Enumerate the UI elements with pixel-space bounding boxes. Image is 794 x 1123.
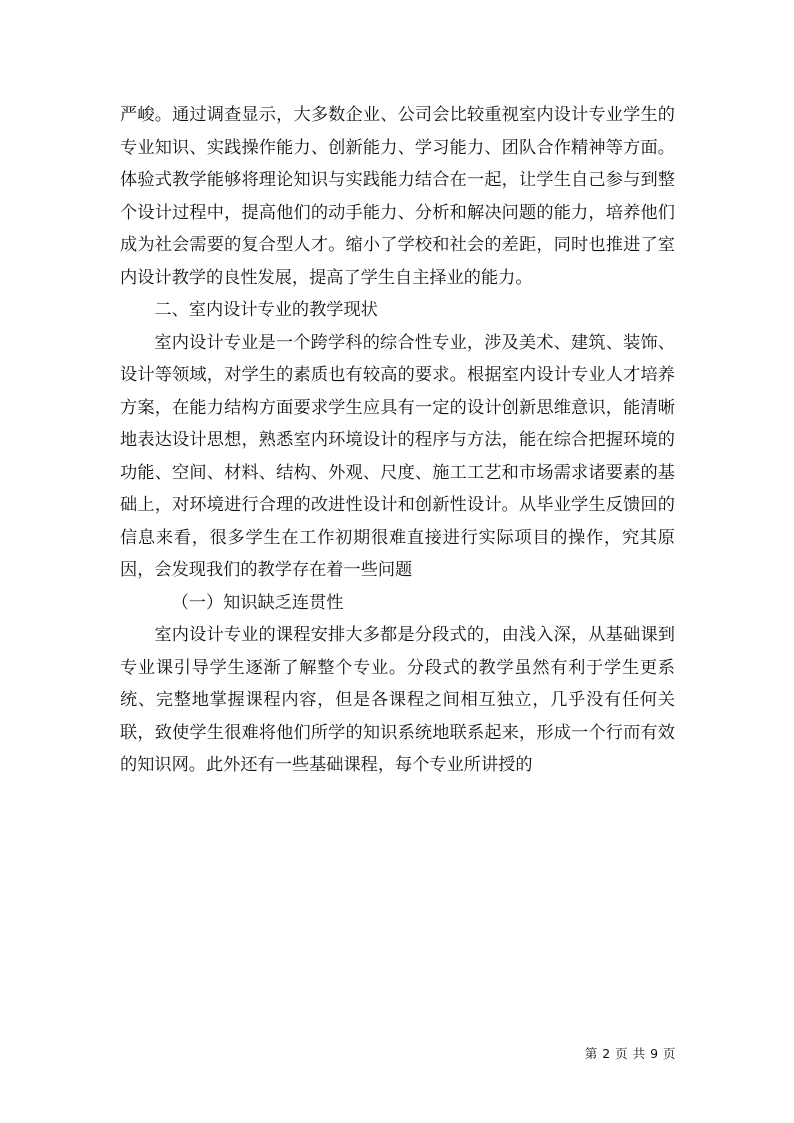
paragraph-teaching-status: 室内设计专业是一个跨学科的综合性专业，涉及美术、建筑、装饰、设计等领域，对学生的素质也有较高的要求。根据室内设计专业人才培养方案，在能力结构方面要求学生应具有一定的设计创新思维意识，能清晰地表达设计思想，熟悉室内环境设计的程序与方法，能在综合把握环境的功能、空间、材料、结构、外观、尺度、施工工艺和市场需求诸要素的基础上，对环境进行合理的改进性设计和创新性设计。从毕业学生反馈回的信息来看，很多学生在工作初期很难直接进行实际项目的操作，究其原因，会发现我们的教学存在着一些问题	[120, 332, 675, 580]
paragraph-continuation: 严峻。通过调查显示，大多数企业、公司会比较重视室内设计专业学生的专业知识、实践操作能力、创新能力、学习能力、团队合作精神等方面。体验式教学能够将理论知识与实践能力结合在一起，让学生自己参与到整个设计过程中，提高他们的动手能力、分析和解决问题的能力，培养他们成为社会需要的复合型人才。缩小了学校和社会的差距，同时也推进了室内设计教学的良性发展，提高了学生自主择业的能力。	[120, 105, 675, 288]
subsection-heading: （一）知识缺乏连贯性	[171, 592, 344, 613]
section-heading: 二、室内设计专业的教学现状	[154, 300, 378, 320]
document-body	[120, 99, 675, 782]
paragraph-course-arrangement: 室内设计专业的课程安排大多都是分段式的，由浅入深，从基础课到专业课引导学生逐渐了解整个专业。分段式的教学虽然有利于学生更系统、完整地掌握课程内容，但是各课程之间相互独立，几乎没有任何关联，致使学生很难将他们所学的知识系统地联系起来，形成一个行而有效的知识网。此外还有一些基础课程，每个专业所讲授的	[120, 625, 675, 775]
page-number: 第 2 页 共 9 页	[584, 1046, 676, 1061]
